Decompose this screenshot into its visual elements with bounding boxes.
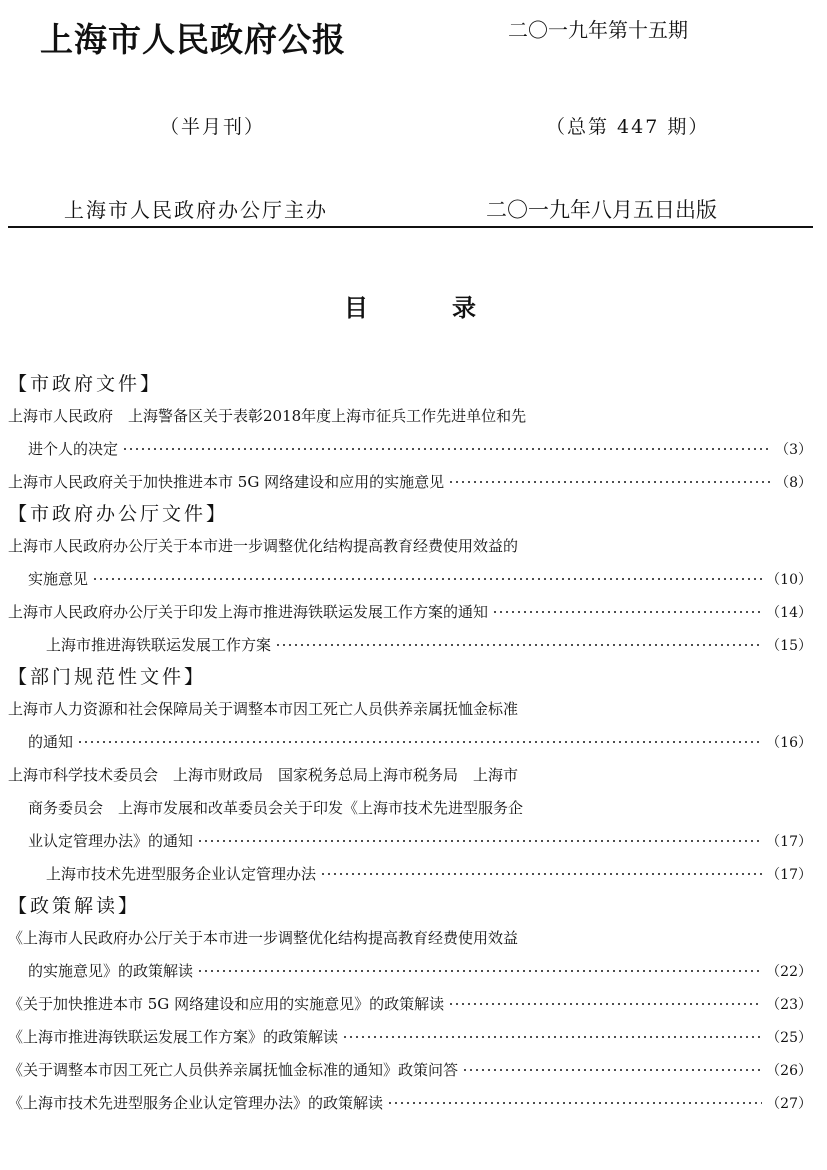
total-issue-number: （总第 447 期）	[546, 116, 710, 138]
entry-title: 《上海市推进海铁联运发展工作方案》的政策解读	[8, 1028, 339, 1046]
leader-dots	[342, 1024, 762, 1039]
entry-title: 《关于调整本市因工死亡人员供养亲属抚恤金标准的通知》政策问答	[8, 1061, 459, 1079]
toc-entry-line[interactable]	[8, 988, 812, 1021]
toc-entry-line[interactable]	[8, 400, 812, 433]
entry-title: 《上海市人民政府办公厅关于本市进一步调整优化结构提高教育经费使用效益	[8, 929, 519, 947]
leader-dots	[92, 566, 762, 581]
leader-dots	[387, 1090, 762, 1105]
leader-dots	[320, 861, 762, 876]
entry-title-cont: 实施意见	[28, 570, 89, 588]
toc-entry-line[interactable]	[8, 466, 812, 499]
page-number: （3）	[775, 442, 812, 458]
page-number: （14）	[766, 605, 812, 621]
section-heading: 【政策解读】	[8, 895, 141, 917]
issue-number: 二〇一九年第十五期	[508, 18, 688, 42]
toc-entry-line[interactable]	[8, 922, 812, 955]
entry-title: 上海市人民政府关于加快推进本市 5G 网络建设和应用的实施意见	[8, 473, 445, 491]
toc-title-right: 录	[452, 294, 476, 322]
entry-title: 《关于加快推进本市 5G 网络建设和应用的实施意见》的政策解读	[8, 995, 445, 1013]
page-number: （22）	[766, 964, 812, 980]
entry-title: 上海市人民政府办公厅关于本市进一步调整优化结构提高教育经费使用效益的	[8, 537, 519, 555]
toc-title-left: 目	[344, 294, 368, 322]
leader-dots	[197, 958, 762, 973]
page-number: （25）	[766, 1030, 812, 1046]
section-heading: 【市政府办公厅文件】	[8, 503, 229, 525]
page-number: （8）	[775, 475, 812, 491]
leader-dots	[448, 991, 762, 1006]
toc-entry-line[interactable]	[8, 1087, 812, 1120]
toc-entry-line[interactable]	[8, 596, 812, 629]
toc-entry-line[interactable]	[8, 825, 812, 858]
toc-subentry-line[interactable]	[8, 858, 812, 891]
section-heading: 【市政府文件】	[8, 373, 163, 395]
toc-entry-line[interactable]	[8, 530, 812, 563]
toc-entry-line[interactable]	[8, 1021, 812, 1054]
toc-entry-line[interactable]	[8, 759, 812, 792]
entry-title-cont: 的通知	[28, 733, 74, 751]
entry-title: 上海市科学技术委员会 上海市财政局 国家税务总局上海市税务局 上海市	[8, 766, 519, 784]
toc-entry-line[interactable]	[8, 693, 812, 726]
toc-entry-line[interactable]	[8, 726, 812, 759]
toc-subentry-line[interactable]	[8, 629, 812, 662]
page-number: （26）	[766, 1063, 812, 1079]
leader-dots	[122, 436, 771, 451]
leader-dots	[448, 469, 771, 484]
entry-title-cont: 业认定管理办法》的通知	[28, 832, 194, 850]
subentry-title: 上海市推进海铁联运发展工作方案	[46, 636, 272, 654]
page-number: （15）	[766, 638, 812, 654]
entry-title: 上海市人力资源和社会保障局关于调整本市因工死亡人员供养亲属抚恤金标准	[8, 700, 519, 718]
toc-entry-line[interactable]	[8, 1054, 812, 1087]
section-heading: 【部门规范性文件】	[8, 666, 207, 688]
page-number: （17）	[766, 834, 812, 850]
leader-dots	[462, 1057, 762, 1072]
page-number: （23）	[766, 997, 812, 1013]
publication-frequency: （半月刊）	[160, 116, 266, 138]
entry-title: 《上海市技术先进型服务企业认定管理办法》的政策解读	[8, 1094, 384, 1112]
entry-title-cont: 进个人的决定	[28, 440, 119, 458]
leader-dots	[77, 729, 762, 744]
publish-date: 二〇一九年八月五日出版	[486, 198, 717, 222]
page-number: （16）	[766, 735, 812, 751]
table-of-contents	[8, 369, 812, 1120]
toc-entry-line[interactable]	[8, 955, 812, 988]
entry-title: 上海市人民政府办公厅关于印发上海市推进海铁联运发展工作方案的通知	[8, 603, 489, 621]
page-number: （27）	[766, 1096, 812, 1112]
entry-title-cont: 的实施意见》的政策解读	[28, 962, 194, 980]
page-number: （10）	[766, 572, 812, 588]
leader-dots	[492, 599, 762, 614]
toc-entry-line[interactable]	[8, 433, 812, 466]
toc-entry-line[interactable]	[8, 792, 812, 825]
header-divider	[8, 226, 813, 228]
page-number: （17）	[766, 867, 812, 883]
leader-dots	[275, 632, 762, 647]
subentry-title: 上海市技术先进型服务企业认定管理办法	[46, 865, 317, 883]
leader-dots	[197, 828, 762, 843]
toc-entry-line[interactable]	[8, 563, 812, 596]
gazette-title: 上海市人民政府公报	[40, 20, 346, 59]
toc-title	[344, 288, 476, 323]
entry-title: 上海市人民政府 上海警备区关于表彰2018年度上海市征兵工作先进单位和先	[8, 407, 527, 425]
entry-title-cont: 商务委员会 上海市发展和改革委员会关于印发《上海市技术先进型服务企	[28, 799, 524, 817]
sponsor: 上海市人民政府办公厅主办	[64, 198, 328, 222]
